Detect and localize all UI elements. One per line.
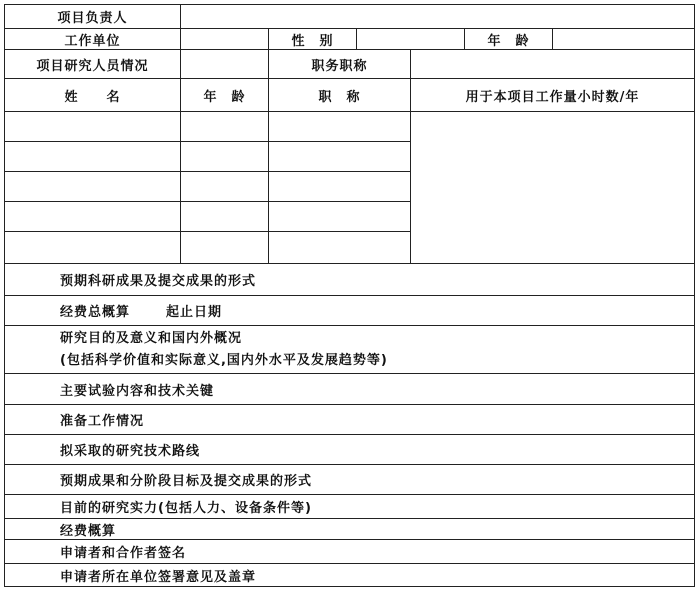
- personnel-name-cell[interactable]: [4, 171, 181, 202]
- personnel-age-cell[interactable]: [180, 201, 269, 232]
- personnel-blank: [180, 49, 269, 79]
- personnel-title-cell[interactable]: [268, 231, 411, 264]
- personnel-age-cell[interactable]: [180, 171, 269, 202]
- purpose-label: 研究目的及意义和国内外概况: [60, 330, 243, 346]
- capability-label: 目前的研究实力(包括人力、设备条件等): [60, 501, 312, 516]
- budget-dates-row[interactable]: [4, 295, 695, 326]
- budget-summary-row[interactable]: [4, 518, 695, 540]
- expected-results-label: 预期科研成果及提交成果的形式: [60, 274, 257, 289]
- main-content-row[interactable]: [4, 373, 695, 405]
- route-label: 拟采取的研究技术路线: [60, 444, 201, 459]
- gender-value[interactable]: [356, 28, 465, 50]
- purpose-row[interactable]: [4, 325, 695, 374]
- signatures-label: 申请者和合作者签名: [60, 546, 187, 561]
- budget-summary-label: 经费概算: [60, 523, 117, 539]
- budget-label: 经费总概算: [60, 305, 131, 320]
- capability-row[interactable]: [4, 494, 695, 519]
- project-leader-label: 项目负责人: [4, 4, 181, 29]
- expected-results-row[interactable]: [4, 263, 695, 296]
- preparation-row[interactable]: [4, 404, 695, 435]
- dates-label: 起止日期: [166, 305, 223, 320]
- column-header-title: 职 称: [268, 78, 411, 112]
- unit-opinion-row[interactable]: [4, 563, 695, 587]
- preparation-label: 准备工作情况: [60, 414, 145, 429]
- personnel-title-cell[interactable]: [268, 111, 411, 142]
- work-unit-label: 工作单位: [4, 28, 181, 50]
- personnel-name-cell[interactable]: [4, 231, 181, 264]
- personnel-hours-cell[interactable]: [410, 111, 695, 264]
- personnel-age-cell[interactable]: [180, 231, 269, 264]
- main-content-label: 主要试验内容和技术关键: [60, 383, 215, 399]
- personnel-title-cell[interactable]: [268, 141, 411, 172]
- personnel-age-cell[interactable]: [180, 141, 269, 172]
- age-value[interactable]: [552, 28, 695, 50]
- personnel-title-cell[interactable]: [268, 171, 411, 202]
- personnel-label: 项目研究人员情况: [4, 49, 181, 79]
- personnel-title-cell[interactable]: [268, 201, 411, 232]
- duty-title-label: 职务职称: [268, 49, 411, 79]
- signatures-row[interactable]: [4, 539, 695, 564]
- personnel-name-cell[interactable]: [4, 111, 181, 142]
- work-unit-value[interactable]: [180, 28, 269, 50]
- personnel-name-cell[interactable]: [4, 201, 181, 232]
- unit-opinion-label: 申请者所在单位签署意见及盖章: [60, 569, 257, 585]
- purpose-note: (包括科学价值和实际意义,国内外水平及发展趋势等): [60, 352, 388, 368]
- column-header-age: 年 龄: [180, 78, 269, 112]
- route-row[interactable]: [4, 434, 695, 465]
- column-header-hours: 用于本项目工作量小时数/年: [410, 78, 695, 112]
- gender-label: 性 别: [268, 28, 357, 50]
- age-label: 年 龄: [464, 28, 553, 50]
- personnel-age-cell[interactable]: [180, 111, 269, 142]
- project-leader-value[interactable]: [180, 4, 695, 29]
- staged-goals-label: 预期成果和分阶段目标及提交成果的形式: [60, 474, 313, 489]
- duty-title-value[interactable]: [410, 49, 695, 79]
- column-header-name: 姓 名: [4, 78, 181, 112]
- staged-goals-row[interactable]: [4, 464, 695, 495]
- personnel-name-cell[interactable]: [4, 141, 181, 172]
